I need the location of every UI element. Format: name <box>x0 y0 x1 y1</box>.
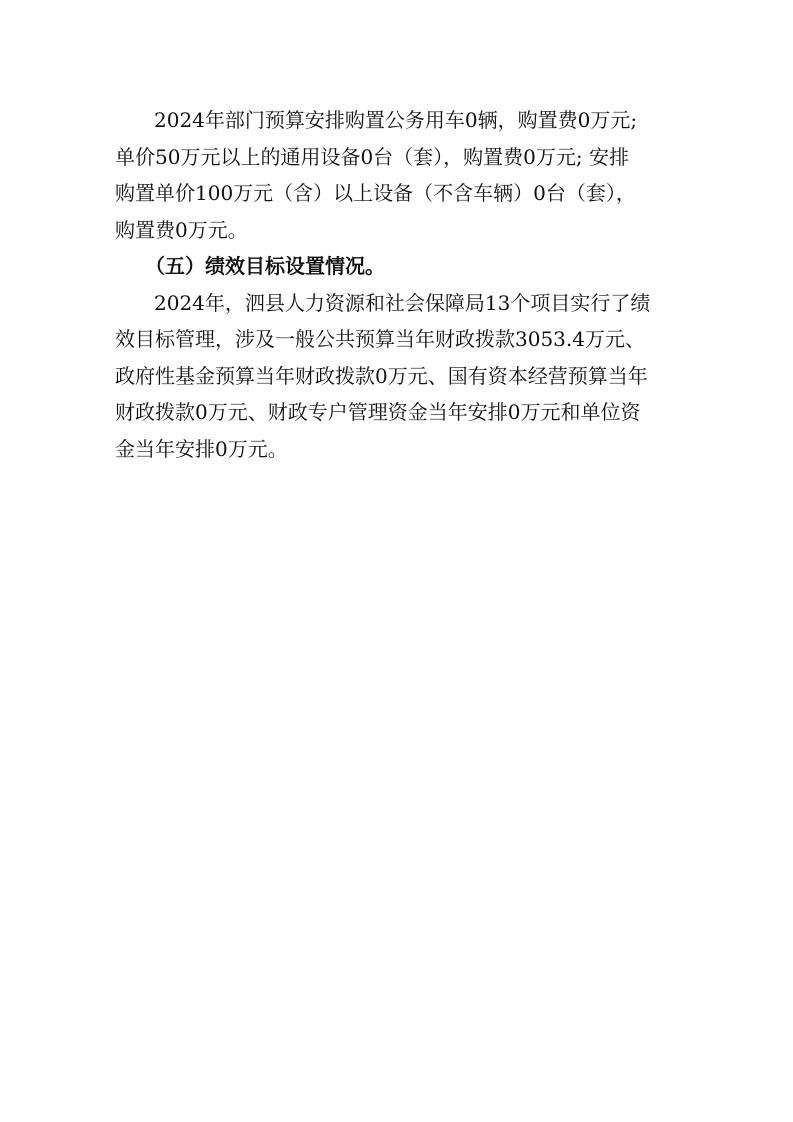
document-body <box>115 102 675 467</box>
paragraph-line: 2024年部门预算安排购置公务用车0辆，购置费0万元; <box>154 108 638 132</box>
vehicle-equipment-paragraph <box>115 102 675 248</box>
paragraph-line: 政府性基金预算当年财政拨款0万元、国有资本经营预算当年 <box>115 363 648 388</box>
paragraph-line: 金当年安排0万元。 <box>115 436 288 461</box>
paragraph-line: 财政拨款0万元、财政专户管理资金当年安排0万元和单位资 <box>115 400 641 424</box>
paragraph-line: 2024年，泗县人力资源和社会保障局13个项目实行了绩 <box>154 290 651 315</box>
paragraph-line: 购置费0万元。 <box>115 217 248 242</box>
paragraph-line: 购置单价100万元（含）以上设备（不含车辆）0台（套）， <box>115 181 636 205</box>
paragraph-line: 效目标管理，涉及一般公共预算当年财政拨款3053.4万元、 <box>115 327 645 351</box>
section-heading-performance-goals: （五）绩效目标设置情况。 <box>145 254 385 278</box>
paragraph-line: 单价50万元以上的通用设备0台（套），购置费0万元; 安排 <box>115 144 629 169</box>
performance-goals-paragraph <box>115 285 675 468</box>
